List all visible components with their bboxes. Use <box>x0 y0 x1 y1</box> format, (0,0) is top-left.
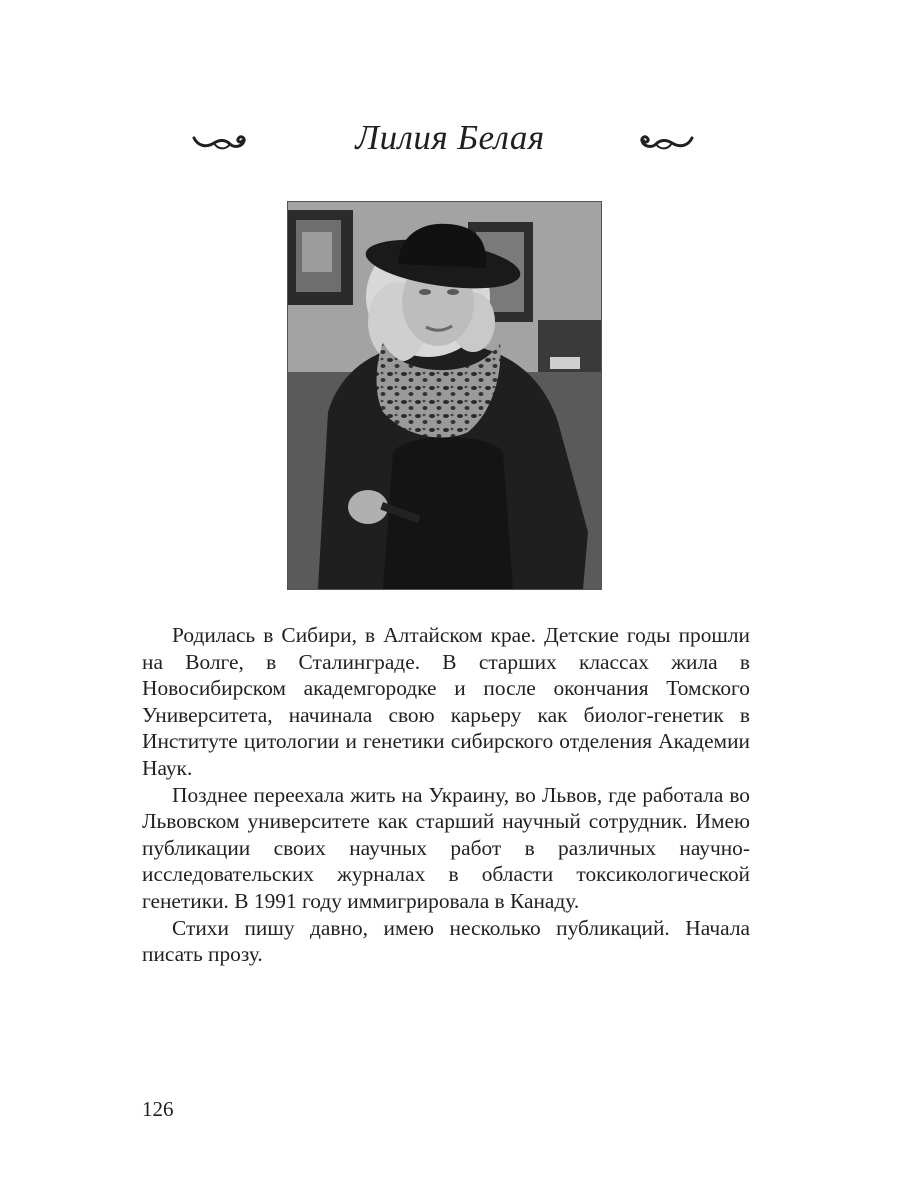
biography-paragraph: Стихи пишу давно, имею несколько публикаций. Начала писать прозу. <box>142 915 750 967</box>
page-header <box>0 112 900 172</box>
portrait-photo <box>287 201 602 590</box>
swirl-ornament-icon <box>192 130 248 154</box>
page-title: Лилия Белая <box>355 118 545 157</box>
page-number: 126 <box>142 1097 174 1121</box>
swirl-ornament-icon <box>638 130 694 154</box>
biography-paragraph: Родилась в Сибири, в Алтайском крае. Детские годы прошли на Волге, в Сталинграде. В старших классах жила в Новосибирском академгородке и после окончания Томского Университета, начинала свою карьеру как биолог-генетик в Институте цитологии и генетики сибирского отделения Академии Наук. <box>142 623 750 780</box>
biography-text <box>142 622 750 968</box>
biography-paragraph: Позднее переехала жить на Украину, во Львов, где работала во Львовском университете как старший научный сотрудник. Имею публикации своих научных работ в различных научно-исследовательских журналах в области токсикологической генетики. В 1991 году иммигрировала в Канаду. <box>142 782 750 913</box>
portrait-illustration <box>288 202 601 589</box>
